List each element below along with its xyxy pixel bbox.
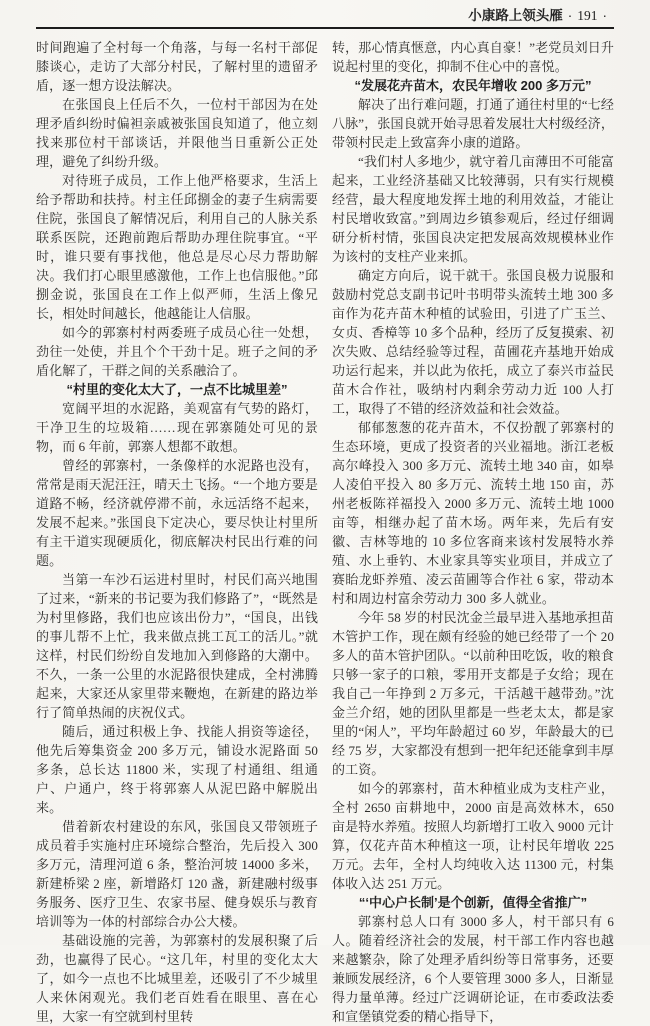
paragraph: 如今的郭寨村，苗木种植业成为支柱产业，全村 2650 亩耕地中，2000 亩是高效林木，650 亩是特水养殖。按照人均新增打工收入 9000 元计算，仅花卉苗木种植这一项，让村民年增收 225 万元。去年，全村人均纯收入达 11300 元，村集体收入达 251 万元。	[332, 781, 615, 891]
paragraph: 基础设施的完善，为郭寨村的发展积聚了后劲，也赢得了民心。“这几年，村里的变化太大了，如今一点也不比城里差，还吸引了不少城里人来休闲观光。我们老百姓看在眼里、喜在心里，大家一有空就到村里转	[36, 933, 318, 1024]
paragraph: 转，那心情真惬意，内心真自豪！”老党员刘日升说起村里的变化，抑制不住心中的喜悦。	[332, 40, 614, 74]
paragraph: 今年 58 岁的村民沈金兰最早进入基地承担苗木管护工作，现在颇有经验的她已经带了一个 20 多人的苗木管护团队。“以前种田吃饭，收的粮食只够一家子的口粮，零用开支都是子女给；现在我自己一年挣到 2 万多元，干活越干越带劲。”沈金兰介绍，她的团队里都是一些老太太，都是家里的“闲人”，平均年龄超过 60 岁，年龄最大的已经 75 岁，大家都没有想到一把年纪还能拿到丰厚的工资。	[332, 610, 614, 777]
paragraph: 郁郁葱葱的花卉苗木，不仅扮靓了郭寨村的生态环境，更成了投资者的兴业福地。浙江老板高尔峰投入 300 多万元、流转土地 340 亩，如皋人凌伯平投入 80 多万元、流转土地 150 亩，苏州老板陈祥福投入 2000 多万元、流转土地 1000 亩等，相继办起了苗木场。两年来，先后有安徽、吉林等地的 10 多位客商来该村发展特水养殖、水上垂钓、木业家具等实业项目，并成立了赛眙龙虾养殖、凌云苗圃等合作社 6 家，带动本村和周边村富余劳动力 300 多人就业。	[332, 420, 614, 606]
paragraph: 对待班子成员，工作上他严格要求，生活上给予帮助和扶持。村主任邱捌金的妻子生病需要住院，张国良了解情况后，利用自己的人脉关系联系医院，还跑前跑后帮助办理住院事宜。“平时，谁只要有事找他，他总是尽心尽力帮助解决。我们打心眼里感激他，工作上也信服他。”邱捌金说，张国良在工作上似严师，生活上像兄长，相处时间越长，他越能让人信服。	[36, 173, 318, 321]
paragraph: 曾经的郭寨村，一条像样的水泥路也没有，常常是雨天泥汪汪，晴天土飞扬。“一个地方要是道路不畅，经济就停滞不前，永远活络不起来，发展不起来。”张国良下定决心，要尽快让村里所有主干道实现硬质化，彻底解决村民出行难的问题。	[36, 458, 318, 568]
right-column	[332, 38, 614, 1026]
paragraph: 当第一车沙石运进村里时，村民们高兴地围了过来，“新来的书记要为我们修路了”，“既然是为村里修路，我们也应该出份力”，“国良，出钱的事儿帮不上忙，我来做点挑工瓦工的活儿。”就这样，村民们纷纷自发地加入到修路的大潮中。不久，一条一公里的水泥路很快建成，全村沸腾起来，大家还从家里带来鞭炮，在新建的路边举行了简单热闹的庆祝仪式。	[36, 572, 318, 720]
running-header	[36, 7, 614, 24]
header-separator-dot: ·	[602, 8, 607, 23]
left-column	[36, 38, 318, 1026]
text-columns	[36, 38, 614, 1026]
paragraph: 确定方向后，说干就干。张国良极力说服和鼓励村党总支副书记叶书明带头流转土地 300 多亩作为花卉苗木种植的试验田，引进了广玉兰、女贞、香樟等 10 多个品种，经历了反复摸索、初次失败、总结经验等过程，苗圃花卉基地开始成功运行起来，并以此为依托，成立了泰兴市益民苗木合作社，吸纳村内剩余劳动力近 100 人打工，取得了不错的经济效益和社会效益。	[332, 268, 614, 416]
header-separator-dot: ·	[567, 8, 573, 23]
paragraph: 时间跑遍了全村每一个角落，与每一名村干部促膝谈心，走访了大部分村民，了解村里的遗留矛盾，逐一想方设法解决。	[36, 40, 318, 93]
paragraph: 宽阔平坦的水泥路，美观富有气势的路灯，干净卫生的垃圾箱……现在郭寨随处可见的景物，而 6 年前，郭寨人想都不敢想。	[36, 401, 318, 454]
running-title: 小康路上领头雁	[468, 8, 563, 23]
section-heading: “‘中心户长制’是个创新，值得全省推广”	[358, 895, 588, 910]
section-heading: “村里的变化太大了，一点不比城里差”	[66, 382, 288, 397]
paragraph: 如今的郭寨村村两委班子成员心往一处想，劲往一处使，并且个个干劲十足。班子之间的矛盾化解了，干群之间的关系融洽了。	[36, 325, 318, 378]
section-heading: “发展花卉苗木，农民年增收 200 多万元”	[354, 78, 592, 93]
paragraph: “我们村人多地少，就守着几亩薄田不可能富起来，工业经济基础又比较薄弱，只有实行规模经营，最大程度地发挥土地的利用效益，才能让村民增收致富。”到周边乡镇参观后，经过仔细调研分析村情，张国良决定把发展高效规模林业作为该村的支柱产业来抓。	[332, 154, 614, 264]
paragraph: 在张国良上任后不久，一位村干部因为在处理矛盾纠纷时偏袒亲戚被张国良知道了，他立刻找来那位村干部谈话，并限他当日重新公正处理，避免了纠纷升级。	[36, 97, 318, 169]
paragraph: 随后，通过积极上争、找能人捐资等途径，他先后筹集资金 200 多万元，铺设水泥路面 50 多条，总长达 11800 米，实现了村通组、组通户、户通户，终于将郭寨人从泥巴路中解脱出来。	[36, 724, 318, 815]
page-number: 191	[577, 8, 598, 23]
header-rule	[36, 27, 614, 29]
paragraph: 解决了出行难问题，打通了通往村里的“七经八脉”，张国良就开始寻思着发展壮大村级经济，带领村民走上致富奔小康的道路。	[332, 97, 614, 150]
paragraph: 郭寨村总人口有 3000 多人，村干部只有 6 人。随着经济社会的发展，村干部工作内容也越来越繁杂，除了处理矛盾纠纷等日常事务，还要兼顾发展经济，6 个人要管理 3000 多人，日渐显得力量单薄。经过广泛调研论证，在市委政法委和宣堡镇党委的精心指导下，	[332, 914, 614, 1024]
paragraph: 借着新农村建设的东风，张国良又带领班子成员着手实施村庄环境综合整治，先后投入 300 多万元，清理河道 6 条，整治河坡 14000 多米，新建桥梁 2 座，新增路灯 120 盏，新建融村级事务服务、医疗卫生、农家书屋、健身娱乐与教育培训等为一体的村部综合办公大楼。	[36, 819, 318, 929]
